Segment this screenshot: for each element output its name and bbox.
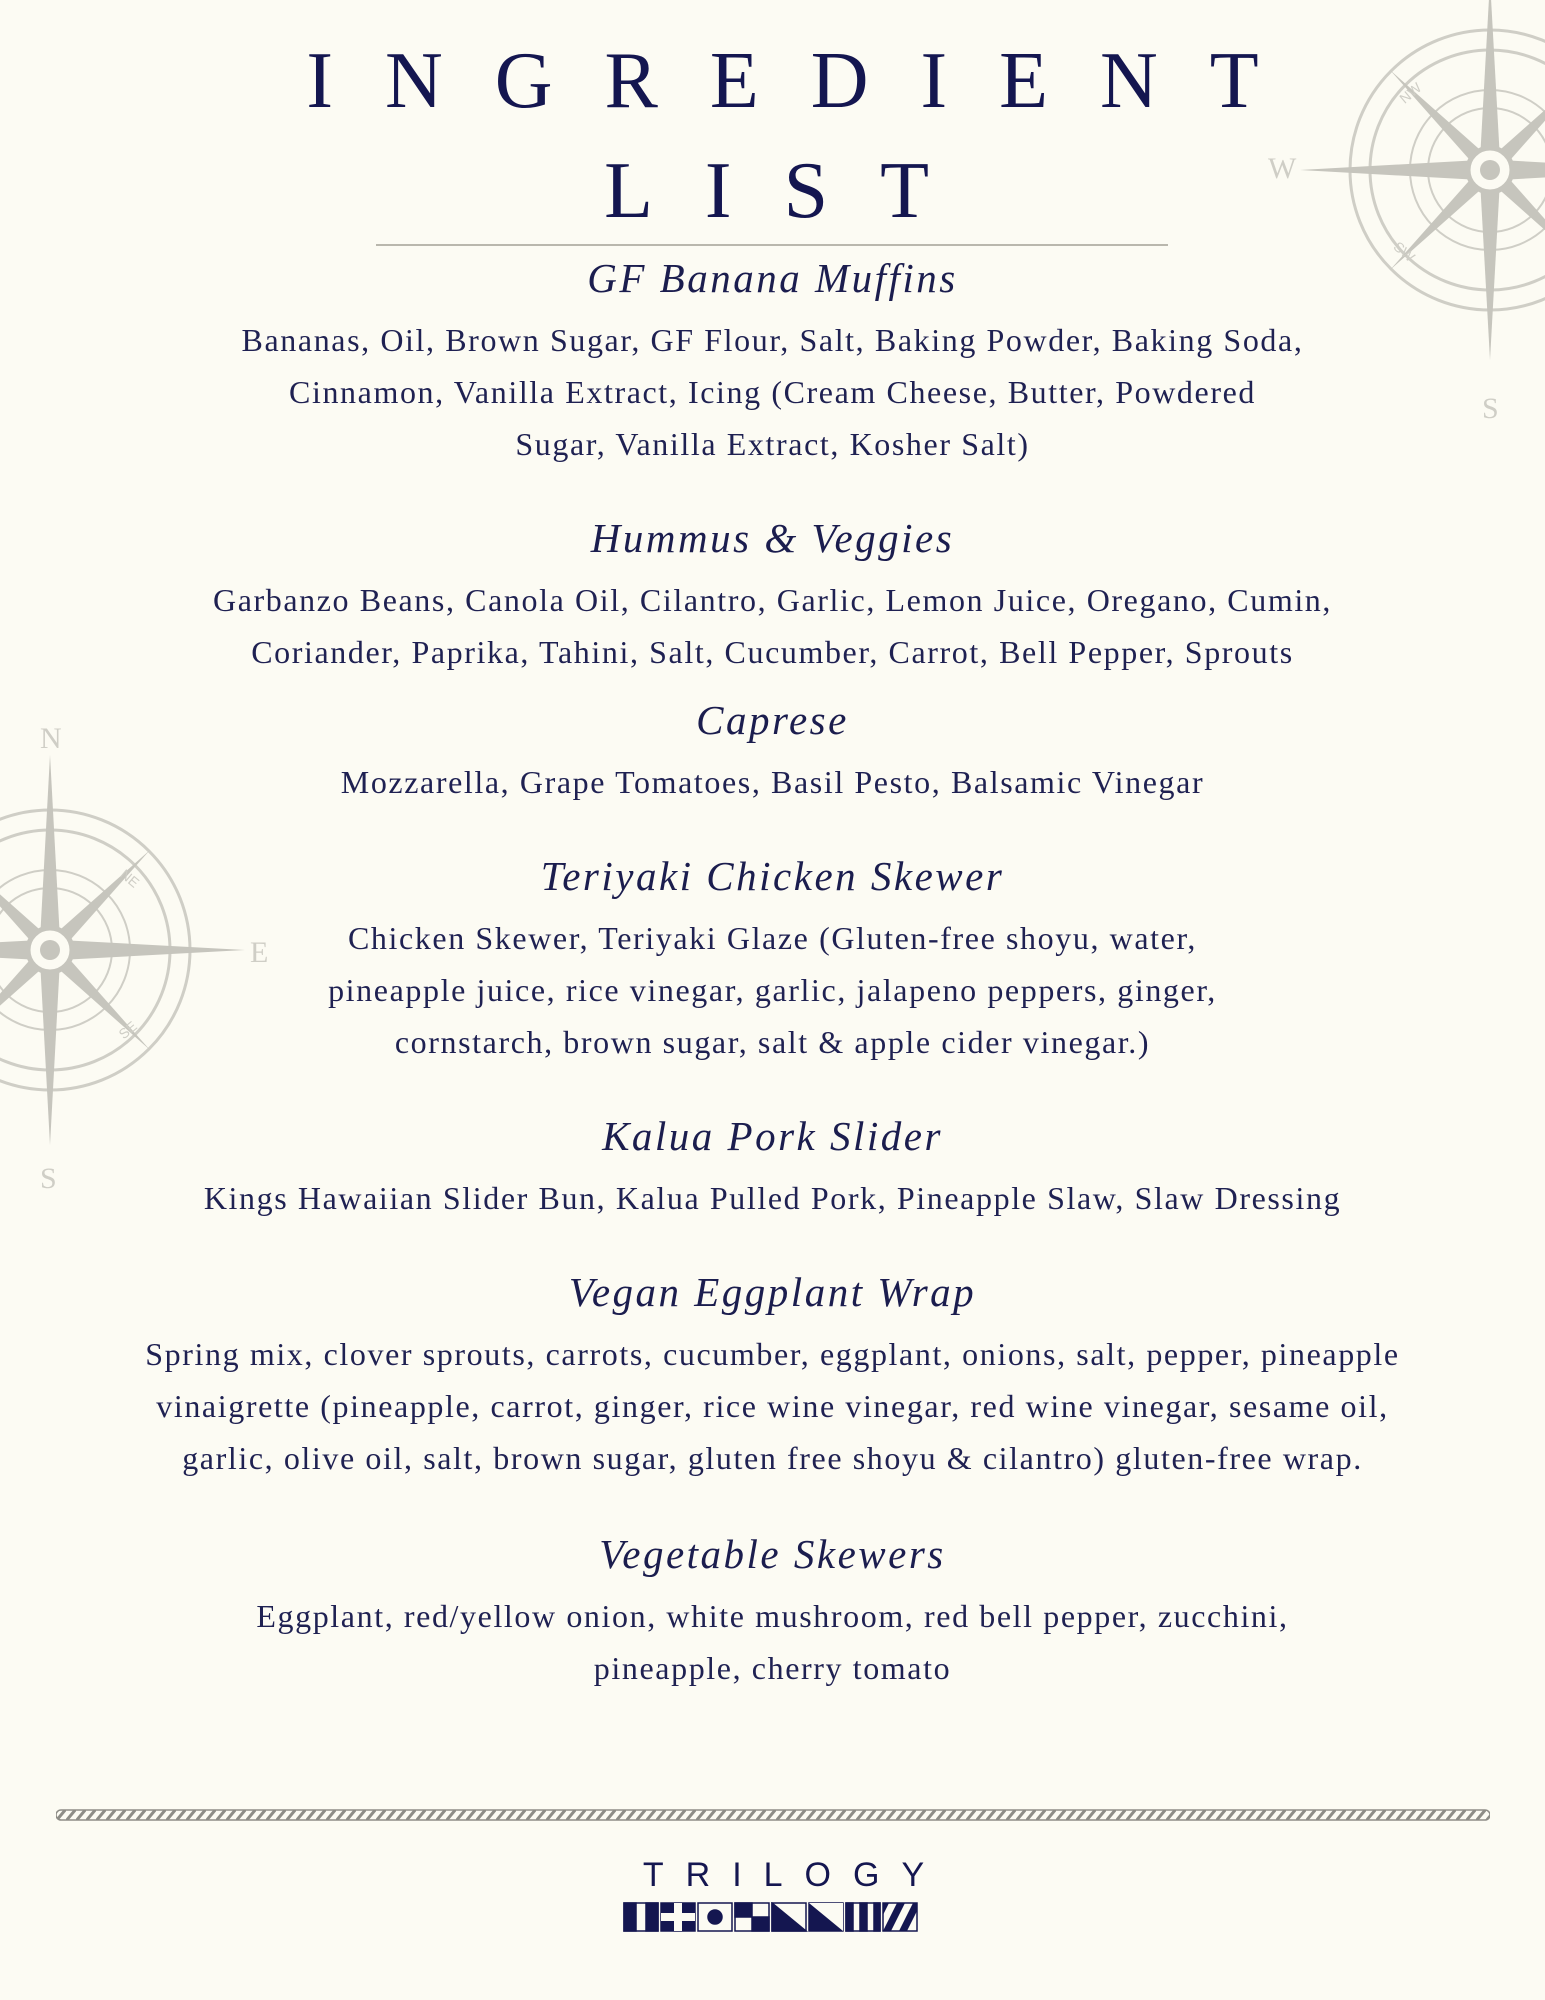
ingredient-line: pineapple juice, rice vinegar, garlic, jalapeno peppers, ginger, bbox=[328, 972, 1217, 1008]
page-title-line-1: INGREDIENT bbox=[306, 37, 1311, 125]
ingredient-line: Cinnamon, Vanilla Extract, Icing (Cream Cheese, Butter, Powdered bbox=[289, 374, 1256, 410]
compass-label-sw: SW bbox=[1390, 238, 1419, 265]
compass-label-ne: NE bbox=[117, 865, 143, 891]
ingredient-line: vinaigrette (pineapple, carrot, ginger, rice wine vinegar, red wine vinegar, sesame oil, bbox=[156, 1388, 1389, 1424]
section-heading: Vegan Eggplant Wrap bbox=[568, 1269, 977, 1315]
ingredient-line: pineapple, cherry tomato bbox=[593, 1650, 952, 1686]
section-ingredients bbox=[0, 1172, 1545, 1224]
ingredient-line: Garbanzo Beans, Canola Oil, Cilantro, Garlic, Lemon Juice, Oregano, Cumin, bbox=[212, 582, 1333, 618]
section-kalua-pork-slider bbox=[0, 1110, 1545, 1224]
section-ingredients bbox=[0, 756, 1545, 808]
section-heading: Hummus & Veggies bbox=[590, 515, 955, 561]
compass-label-s-left: S bbox=[40, 1162, 57, 1195]
section-hummus-veggies bbox=[0, 512, 1545, 678]
page-title-line-2: LIST bbox=[604, 147, 981, 235]
compass-label-nw: NW bbox=[1396, 79, 1425, 107]
ingredient-line: Sugar, Vanilla Extract, Kosher Salt) bbox=[515, 426, 1030, 462]
compass-label-w: W bbox=[1268, 152, 1297, 185]
section-heading: Kalua Pork Slider bbox=[602, 1113, 943, 1159]
ingredient-line: Eggplant, red/yellow onion, white mushroom, red bell pepper, zucchini, bbox=[256, 1598, 1289, 1634]
compass-label-se: SE bbox=[115, 1017, 140, 1043]
ingredient-line: Bananas, Oil, Brown Sugar, GF Flour, Salt, Baking Powder, Baking Soda, bbox=[241, 322, 1304, 358]
section-ingredients bbox=[0, 574, 1545, 678]
section-heading: Caprese bbox=[696, 697, 849, 743]
title-divider bbox=[376, 244, 1168, 246]
section-vegan-eggplant-wrap bbox=[0, 1266, 1545, 1484]
ingredient-line: Coriander, Paprika, Tahini, Salt, Cucumber, Carrot, Bell Pepper, Sprouts bbox=[251, 634, 1294, 670]
section-gf-banana-muffins bbox=[0, 252, 1545, 470]
section-heading: Teriyaki Chicken Skewer bbox=[540, 853, 1005, 899]
compass-label-n: N bbox=[40, 722, 62, 755]
ingredient-line: Chicken Skewer, Teriyaki Glaze (Gluten-free shoyu, water, bbox=[347, 920, 1198, 956]
compass-label-e: E bbox=[250, 936, 269, 969]
rope-divider bbox=[56, 1808, 1490, 1820]
section-caprese bbox=[0, 694, 1545, 808]
ingredient-line: Mozzarella, Grape Tomatoes, Basil Pesto, Balsamic Vinegar bbox=[340, 764, 1205, 800]
section-vegetable-skewers bbox=[0, 1528, 1545, 1694]
ingredient-line: cornstarch, brown sugar, salt & apple cider vinegar.) bbox=[394, 1024, 1151, 1060]
compass-label-s: S bbox=[1482, 392, 1499, 425]
section-heading: GF Banana Muffins bbox=[587, 255, 958, 301]
ingredient-line: garlic, olive oil, salt, brown sugar, gluten free shoyu & cilantro) gluten-free wrap. bbox=[182, 1440, 1363, 1476]
ingredient-line: Spring mix, clover sprouts, carrots, cucumber, eggplant, onions, salt, pepper, pineapple bbox=[145, 1336, 1400, 1372]
section-ingredients bbox=[0, 1328, 1545, 1484]
ingredient-line: Kings Hawaiian Slider Bun, Kalua Pulled Pork, Pineapple Slaw, Slaw Dressing bbox=[203, 1180, 1342, 1216]
section-ingredients bbox=[0, 912, 1545, 1068]
brand-name: TRILOGY bbox=[642, 1856, 947, 1894]
section-ingredients bbox=[0, 1590, 1545, 1694]
section-heading: Vegetable Skewers bbox=[599, 1531, 946, 1577]
section-ingredients bbox=[0, 314, 1545, 470]
section-teriyaki-chicken-skewer bbox=[0, 850, 1545, 1068]
nautical-signal-flags-icon bbox=[623, 1902, 923, 1932]
